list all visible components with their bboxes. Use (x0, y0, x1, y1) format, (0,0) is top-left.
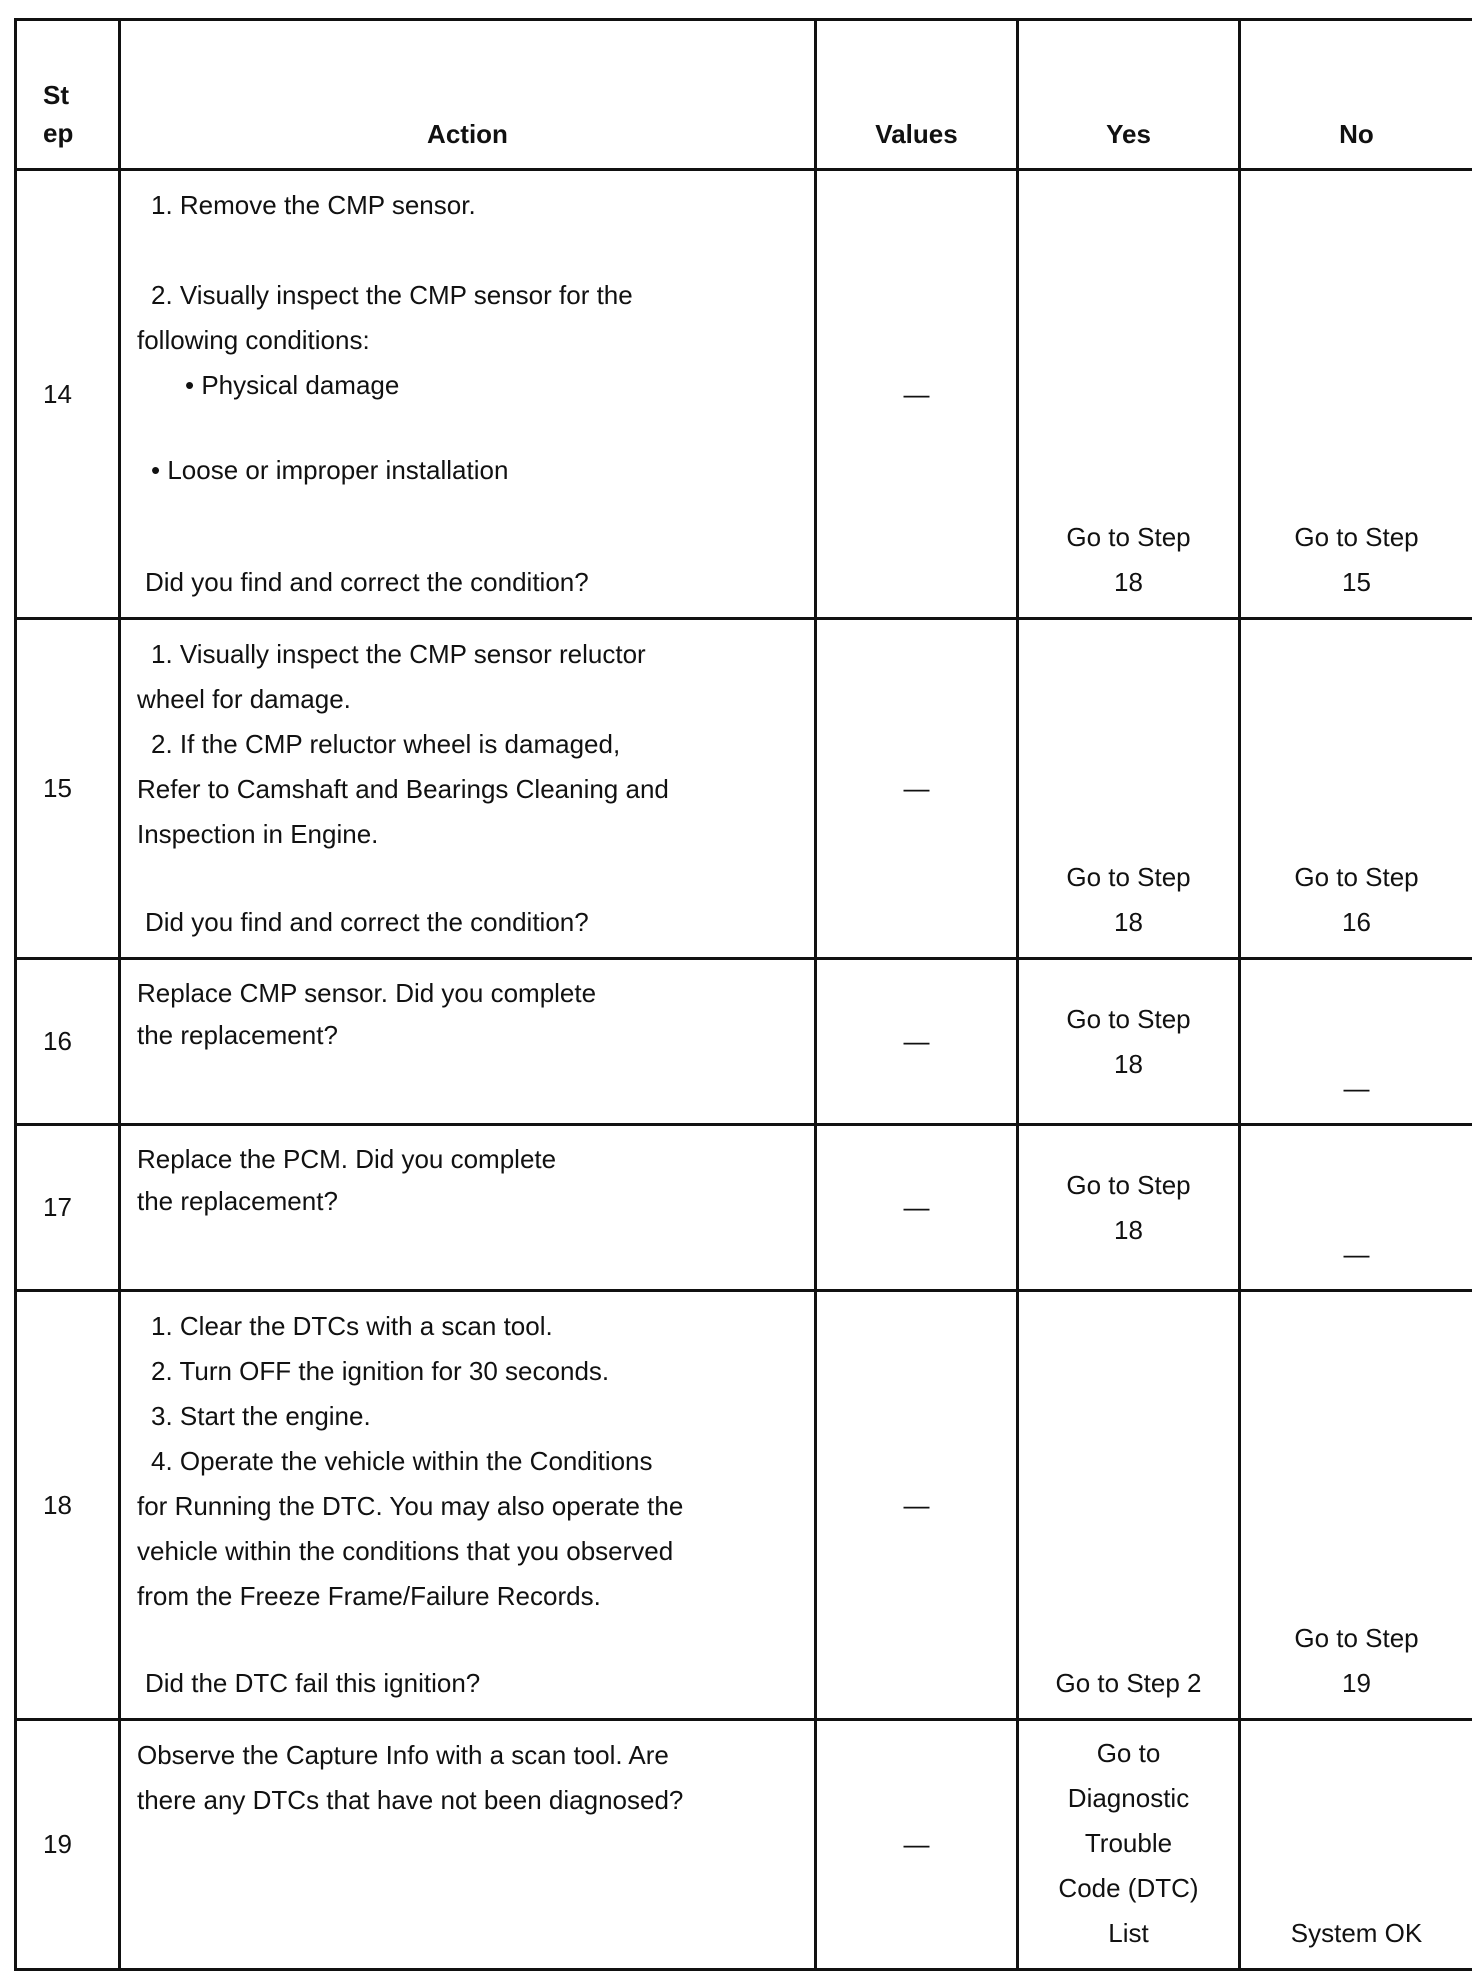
no-cell: Go to Step 15 (1240, 170, 1472, 619)
action-question: Did you find and correct the condition? (145, 907, 589, 937)
yes-cell: Go to Step 2 (1018, 1291, 1240, 1720)
step-number: 17 (16, 1125, 120, 1291)
step-number: 19 (16, 1720, 120, 1970)
table-row (16, 959, 1472, 1125)
table-row (16, 1720, 1472, 1970)
action-question: Did the DTC fail this ignition? (145, 1668, 481, 1698)
values-cell: — (816, 1720, 1018, 1970)
header-no: No (1240, 20, 1472, 170)
values-cell: — (816, 1125, 1018, 1291)
values-cell: — (816, 1291, 1018, 1720)
header-row (16, 20, 1472, 170)
yes-cell: Go to Step 18 (1018, 1125, 1240, 1291)
table-row (16, 1291, 1472, 1720)
header-yes: Yes (1018, 20, 1240, 170)
header-values: Values (816, 20, 1018, 170)
diagnostic-table (14, 18, 1472, 1971)
header-action: Action (120, 20, 816, 170)
action-cell: 1. Remove the CMP sensor. 2. Visually inspect the CMP sensor for the following conditions: • Physical damage • Loose or improper installation Did you find and correct the condition? (120, 170, 816, 619)
action-question: Did you find and correct the condition? (145, 567, 589, 597)
values-cell: — (816, 959, 1018, 1125)
action-cell: Replace the PCM. Did you complete the replacement? (120, 1125, 816, 1291)
table-row (16, 619, 1472, 959)
step-number: 15 (16, 619, 120, 959)
action-cell: 1. Clear the DTCs with a scan tool. 2. Turn OFF the ignition for 30 seconds. 3. Start the engine. 4. Operate the vehicle within the Conditions for Running the DTC. You may also operate the vehicle within the conditions that you observed from the Freeze Frame/Failure Records. Did the DTC fail this ignition? (120, 1291, 816, 1720)
step-number: 18 (16, 1291, 120, 1720)
no-cell: — (1240, 959, 1472, 1125)
yes-cell: Go to Diagnostic Trouble Code (DTC) List (1018, 1720, 1240, 1970)
header-step: St ep (16, 20, 120, 170)
table-row (16, 170, 1472, 619)
values-cell: — (816, 170, 1018, 619)
yes-cell: Go to Step 18 (1018, 170, 1240, 619)
no-cell: Go to Step 19 (1240, 1291, 1472, 1720)
yes-cell: Go to Step 18 (1018, 619, 1240, 959)
action-cell: 1. Visually inspect the CMP sensor reluctor wheel for damage. 2. If the CMP reluctor wheel is damaged, Refer to Camshaft and Bearings Cleaning and Inspection in Engine. Did you find and correct the condition? (120, 619, 816, 959)
table-row (16, 1125, 1472, 1291)
values-cell: — (816, 619, 1018, 959)
no-cell: Go to Step 16 (1240, 619, 1472, 959)
action-cell: Replace CMP sensor. Did you complete the replacement? (120, 959, 816, 1125)
action-cell: Observe the Capture Info with a scan tool. Are there any DTCs that have not been diagnosed? (120, 1720, 816, 1970)
step-number: 14 (16, 170, 120, 619)
header-step-label: St (43, 80, 69, 110)
no-cell: System OK (1240, 1720, 1472, 1970)
step-number: 16 (16, 959, 120, 1125)
no-cell: — (1240, 1125, 1472, 1291)
yes-cell: Go to Step 18 (1018, 959, 1240, 1125)
